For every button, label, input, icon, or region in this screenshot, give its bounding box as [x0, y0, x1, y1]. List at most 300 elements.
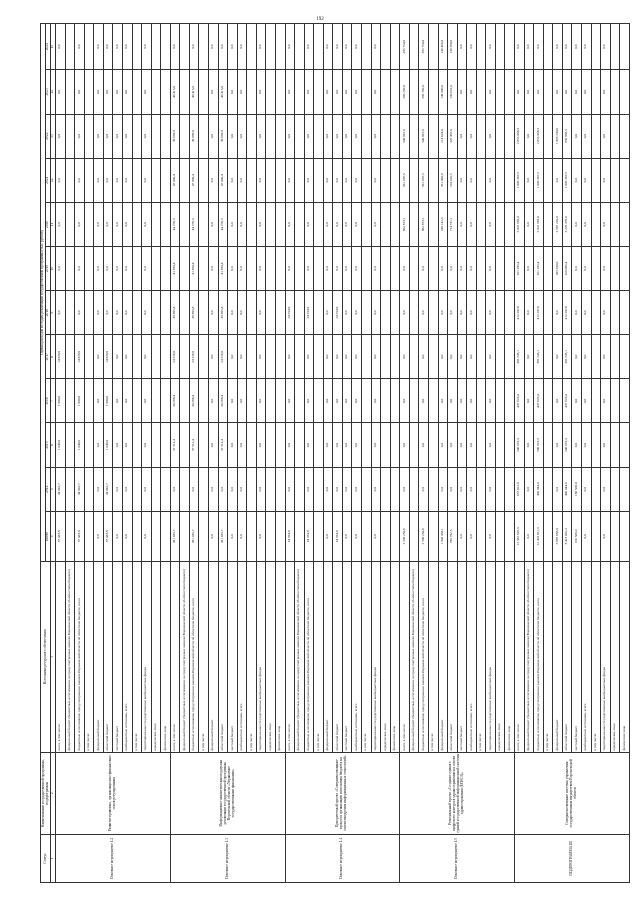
value-cell: 0,0: [56, 114, 66, 158]
value-cell: 0,0: [237, 114, 247, 158]
value-cell: 0,0: [122, 114, 132, 158]
value-cell: [266, 202, 276, 246]
table-row: [515, 24, 525, 883]
value-cell: 412 287,6: [534, 291, 544, 335]
value-cell: [591, 158, 601, 202]
value-cell: 0,0: [56, 158, 66, 202]
value-cell: [476, 379, 486, 423]
value-cell: [362, 24, 372, 70]
value-cell: 0,0: [237, 202, 247, 246]
value-cell: 0,0: [94, 158, 104, 202]
value-cell: 0,0: [304, 423, 314, 467]
budget-table: [40, 23, 630, 883]
value-cell: 1 080,0: [75, 379, 85, 423]
value-cell: 0,0: [304, 70, 314, 114]
value-cell: 0,0: [285, 423, 295, 467]
value-cell: 0,0: [237, 158, 247, 202]
value-cell: 0,0: [113, 511, 123, 561]
value-cell: 47 606,4: [189, 158, 199, 202]
value-cell: 0,0: [371, 467, 381, 511]
value-cell: 0,0: [581, 423, 591, 467]
value-cell: 0,0: [467, 202, 477, 246]
table-row: [170, 24, 180, 883]
value-cell: 0,0: [333, 423, 343, 467]
value-cell: 0,0: [333, 202, 343, 246]
value-cell: [275, 202, 285, 246]
value-cell: [409, 467, 419, 511]
value-cell: 0,0: [228, 70, 238, 114]
value-cell: [505, 246, 515, 290]
header-source: Источники ресурсного обеспечения: [41, 561, 51, 752]
value-cell: 0,0: [56, 291, 66, 335]
value-cell: [84, 467, 94, 511]
source-label: областной бюджет: [218, 561, 228, 752]
value-cell: 0,0: [400, 467, 410, 511]
value-cell: 0,0: [581, 70, 591, 114]
value-cell: [476, 158, 486, 202]
value-cell: [199, 202, 209, 246]
value-cell: 0,0: [323, 24, 333, 70]
value-cell: 166 508,0: [572, 511, 582, 561]
value-cell: [409, 24, 419, 70]
value-cell: [476, 24, 486, 70]
value-cell: 0,0: [419, 423, 429, 467]
value-cell: 0,0: [524, 379, 534, 423]
value-cell: 0,0: [304, 379, 314, 423]
value-cell: [84, 379, 94, 423]
value-cell: [132, 335, 142, 379]
value-cell: 0,0: [572, 423, 582, 467]
value-cell: 0,0: [228, 202, 238, 246]
value-cell: [180, 423, 190, 467]
value-cell: 0,0: [457, 423, 467, 467]
value-cell: 0,0: [601, 335, 611, 379]
value-cell: 0,0: [419, 291, 429, 335]
value-cell: [409, 246, 419, 290]
value-cell: [390, 202, 400, 246]
value-cell: [390, 511, 400, 561]
source-label: областной бюджет: [103, 561, 113, 752]
value-cell: 0,0: [467, 24, 477, 70]
value-cell: 0,0: [467, 511, 477, 561]
value-cell: 0,0: [209, 467, 219, 511]
value-cell: 0,0: [142, 335, 152, 379]
header-year: 2019: [46, 246, 51, 290]
value-cell: 0,0: [601, 379, 611, 423]
value-cell: [199, 379, 209, 423]
value-cell: [390, 24, 400, 70]
value-cell: [591, 24, 601, 70]
value-cell: [505, 291, 515, 335]
source-label: внебюджетные источники, всего: [352, 561, 362, 752]
value-cell: 0,0: [256, 24, 266, 70]
source-label: областной бюджет: [562, 561, 572, 752]
value-cell: [362, 467, 372, 511]
value-cell: [314, 24, 324, 70]
value-cell: [275, 379, 285, 423]
value-cell: 0,0: [323, 511, 333, 561]
value-cell: 0,0: [486, 379, 496, 423]
value-cell: 0,0: [438, 291, 448, 335]
value-cell: 0,0: [342, 379, 352, 423]
value-cell: 0,0: [457, 511, 467, 561]
value-cell: 0,0: [601, 158, 611, 202]
value-cell: [151, 511, 161, 561]
value-cell: 381 245,1: [562, 335, 572, 379]
value-cell: 0,0: [237, 246, 247, 290]
value-cell: 381 205,7: [189, 511, 199, 561]
value-cell: [390, 70, 400, 114]
value-cell: [266, 158, 276, 202]
source-label: физические лица: [505, 561, 515, 752]
value-cell: 0,0: [228, 423, 238, 467]
value-cell: 0,0: [228, 511, 238, 561]
value-cell: [362, 246, 372, 290]
value-cell: 1 640,0: [103, 423, 113, 467]
value-cell: 0,0: [122, 467, 132, 511]
value-cell: [314, 291, 324, 335]
value-cell: [266, 291, 276, 335]
value-cell: [161, 24, 171, 70]
source-label: физические лица: [161, 561, 171, 752]
value-cell: [620, 24, 630, 70]
value-cell: 47 606,4: [218, 158, 228, 202]
value-cell: [495, 423, 505, 467]
value-cell: 0,0: [342, 24, 352, 70]
value-cell: [505, 511, 515, 561]
value-cell: [199, 291, 209, 335]
value-cell: [161, 379, 171, 423]
value-cell: 0,0: [170, 24, 180, 70]
value-cell: 437 623,0: [515, 379, 525, 423]
value-cell: [180, 158, 190, 202]
value-cell: 0,0: [371, 70, 381, 114]
value-cell: 0,0: [371, 335, 381, 379]
value-cell: 2 590 250,6: [419, 511, 429, 561]
value-cell: 1 640,0: [56, 423, 66, 467]
value-cell: 0,0: [218, 467, 228, 511]
value-cell: [314, 467, 324, 511]
value-cell: [381, 246, 391, 290]
value-cell: 0,0: [457, 467, 467, 511]
source-label: федеральный бюджет (бюджетные ассигнования, не предусмотренные законом Воронежской области об областном бюджете): [65, 561, 75, 752]
value-cell: [495, 291, 505, 335]
value-cell: [266, 114, 276, 158]
value-cell: [314, 511, 324, 561]
value-cell: 0,0: [524, 335, 534, 379]
value-cell: 24 729,9: [189, 335, 199, 379]
value-cell: 8 413 001,3: [562, 511, 572, 561]
value-cell: 0,0: [486, 467, 496, 511]
value-cell: [275, 158, 285, 202]
value-cell: 0,0: [122, 158, 132, 202]
value-cell: 0,0: [572, 246, 582, 290]
value-cell: 0,0: [457, 335, 467, 379]
value-cell: [428, 511, 438, 561]
value-cell: 0,0: [581, 511, 591, 561]
value-cell: 0,0: [524, 114, 534, 158]
value-cell: 0,0: [256, 335, 266, 379]
value-cell: 0,0: [209, 114, 219, 158]
value-cell: [620, 202, 630, 246]
value-cell: 1 640,0: [75, 423, 85, 467]
value-cell: 0,0: [467, 423, 477, 467]
value-cell: 0,0: [256, 246, 266, 290]
value-cell: [610, 511, 620, 561]
value-cell: 0,0: [323, 291, 333, 335]
source-label: территориальные государственные внебюджетные фонды: [486, 561, 496, 752]
value-cell: 0,0: [228, 114, 238, 158]
value-cell: 0,0: [94, 291, 104, 335]
value-cell: 0,0: [285, 467, 295, 511]
value-cell: 0,0: [352, 467, 362, 511]
value-cell: 0,0: [534, 70, 544, 114]
value-cell: [247, 114, 257, 158]
value-cell: [266, 24, 276, 70]
value-cell: 0,0: [56, 70, 66, 114]
value-cell: 0,0: [75, 246, 85, 290]
value-cell: 3 225 379,0: [562, 202, 572, 246]
value-cell: [505, 24, 515, 70]
value-cell: [610, 423, 620, 467]
value-cell: 166 508,0: [572, 467, 582, 511]
source-label: юридические лица: [495, 561, 505, 752]
value-cell: 0,0: [113, 24, 123, 70]
value-cell: 0,0: [342, 158, 352, 202]
value-cell: 0,0: [333, 158, 343, 202]
header-col-number: 11: [51, 202, 56, 246]
value-cell: [381, 423, 391, 467]
value-cell: [505, 423, 515, 467]
value-cell: [199, 246, 209, 290]
header-year: 2021: [46, 158, 51, 202]
value-cell: [180, 291, 190, 335]
value-cell: [84, 114, 94, 158]
value-cell: [495, 114, 505, 158]
value-cell: [381, 70, 391, 114]
value-cell: [65, 70, 75, 114]
value-cell: 0,0: [122, 423, 132, 467]
value-cell: [620, 158, 630, 202]
value-cell: 0,0: [113, 202, 123, 246]
value-cell: [362, 379, 372, 423]
value-cell: 0,0: [323, 423, 333, 467]
value-cell: [610, 114, 620, 158]
header-name: Наименование государственной программы, подпрограммы: [41, 752, 51, 834]
value-cell: 0,0: [285, 158, 295, 202]
value-cell: 0,0: [342, 335, 352, 379]
value-cell: 0,0: [581, 379, 591, 423]
value-cell: 285 754,0: [419, 24, 429, 70]
value-cell: [275, 114, 285, 158]
value-cell: 0,0: [333, 379, 343, 423]
value-cell: 0,0: [457, 379, 467, 423]
value-cell: 412 287,6: [515, 291, 525, 335]
value-cell: 0,0: [304, 335, 314, 379]
header-year: 2020: [46, 202, 51, 246]
value-cell: 0,0: [467, 291, 477, 335]
source-label: территориальные государственные внебюджетные фонды: [256, 561, 266, 752]
value-cell: 285 702,0: [419, 70, 429, 114]
value-cell: [620, 511, 630, 561]
value-cell: [409, 379, 419, 423]
value-cell: [314, 158, 324, 202]
value-cell: [610, 291, 620, 335]
source-label: юридические лица: [266, 561, 276, 752]
value-cell: 0,0: [601, 291, 611, 335]
rotated-page: [40, 23, 630, 883]
value-cell: 0,0: [419, 246, 429, 290]
value-cell: 0,0: [371, 423, 381, 467]
value-cell: [428, 379, 438, 423]
source-label: федеральный бюджет: [438, 561, 448, 752]
value-cell: 0,0: [113, 335, 123, 379]
value-cell: [314, 335, 324, 379]
value-cell: [199, 158, 209, 202]
value-cell: 412 287,6: [562, 291, 572, 335]
value-cell: 0,0: [572, 291, 582, 335]
value-cell: 44 276,3: [218, 202, 228, 246]
header-col-number: 8: [51, 335, 56, 379]
value-cell: 0,0: [75, 114, 85, 158]
value-cell: 0,0: [601, 114, 611, 158]
value-cell: 0,0: [562, 70, 572, 114]
value-cell: 285 702,0: [400, 70, 410, 114]
value-cell: 0,0: [113, 114, 123, 158]
value-cell: 0,0: [333, 24, 343, 70]
value-cell: 0,0: [467, 70, 477, 114]
value-cell: [275, 24, 285, 70]
value-cell: 0,0: [553, 335, 563, 379]
value-cell: 0,0: [371, 158, 381, 202]
value-cell: 921 285,4: [515, 246, 525, 290]
source-label: в том числе:: [247, 561, 257, 752]
value-cell: [620, 379, 630, 423]
value-cell: 0,0: [419, 379, 429, 423]
header-year: 2022: [46, 114, 51, 158]
value-cell: 0,0: [228, 24, 238, 70]
value-cell: 0,0: [572, 24, 582, 70]
value-cell: [247, 511, 257, 561]
value-cell: 657 012,0: [515, 467, 525, 511]
value-cell: 0,0: [601, 246, 611, 290]
value-cell: 325 467,0: [448, 114, 458, 158]
value-cell: [381, 114, 391, 158]
value-cell: [84, 291, 94, 335]
value-cell: [247, 202, 257, 246]
value-cell: 0,0: [524, 511, 534, 561]
value-cell: [266, 511, 276, 561]
value-cell: 0,0: [285, 379, 295, 423]
value-cell: [428, 158, 438, 202]
value-cell: [161, 511, 171, 561]
value-cell: 0,0: [515, 70, 525, 114]
header-year: 2017: [46, 335, 51, 379]
value-cell: [620, 335, 630, 379]
value-cell: [199, 114, 209, 158]
value-cell: 57 033,8: [75, 511, 85, 561]
value-cell: 0,0: [304, 158, 314, 202]
value-cell: [381, 511, 391, 561]
value-cell: 24 729,9: [218, 335, 228, 379]
value-cell: 0,0: [371, 379, 381, 423]
value-cell: 0,0: [601, 467, 611, 511]
value-cell: [161, 114, 171, 158]
value-cell: 0,0: [256, 467, 266, 511]
value-cell: [476, 335, 486, 379]
value-cell: [295, 114, 305, 158]
value-cell: [505, 379, 515, 423]
source-label: территориальные государственные внебюджетные фонды: [371, 561, 381, 752]
value-cell: 0,0: [75, 24, 85, 70]
header-total: Всего: [46, 511, 51, 561]
header-col-number: 12: [51, 158, 56, 202]
value-cell: [591, 335, 601, 379]
value-cell: [495, 24, 505, 70]
value-cell: [132, 158, 142, 202]
value-cell: 0,0: [400, 335, 410, 379]
value-cell: 0,0: [94, 379, 104, 423]
value-cell: [428, 246, 438, 290]
header-col-number: 5: [51, 467, 56, 511]
value-cell: [132, 467, 142, 511]
value-cell: 0,0: [237, 379, 247, 423]
value-cell: 540 091,0: [419, 114, 429, 158]
value-cell: 959 868,3: [562, 114, 572, 158]
value-cell: 0,0: [419, 335, 429, 379]
value-cell: 24 729,9: [170, 335, 180, 379]
source-label: местный бюджет: [457, 561, 467, 752]
value-cell: 0,0: [581, 24, 591, 70]
value-cell: [409, 114, 419, 158]
value-cell: 5 822 599,0: [534, 202, 544, 246]
value-cell: 0,0: [400, 246, 410, 290]
value-cell: [591, 246, 601, 290]
value-cell: 0,0: [209, 423, 219, 467]
value-cell: [65, 423, 75, 467]
value-cell: 0,0: [333, 335, 343, 379]
value-cell: 0,0: [448, 423, 458, 467]
value-cell: 0,0: [333, 246, 343, 290]
source-label: внебюджетные источники, всего: [122, 561, 132, 752]
value-cell: 0,0: [524, 291, 534, 335]
value-cell: [591, 70, 601, 114]
value-cell: 0,0: [304, 114, 314, 158]
page-number: 192: [316, 17, 324, 22]
value-cell: [266, 246, 276, 290]
value-cell: [495, 379, 505, 423]
header-col-number: 4: [51, 511, 56, 561]
value-cell: [543, 70, 553, 114]
value-cell: 0,0: [524, 202, 534, 246]
value-cell: 24 554,9: [333, 291, 343, 335]
value-cell: [151, 114, 161, 158]
value-cell: 0,0: [228, 158, 238, 202]
value-cell: 0,0: [581, 158, 591, 202]
value-cell: 0,0: [448, 467, 458, 511]
value-cell: [295, 291, 305, 335]
value-cell: [314, 379, 324, 423]
table-row: [56, 24, 66, 883]
value-cell: 0,0: [142, 24, 152, 70]
value-cell: [266, 467, 276, 511]
value-cell: 1 080,0: [103, 379, 113, 423]
value-cell: [495, 467, 505, 511]
value-cell: [390, 379, 400, 423]
value-cell: [428, 202, 438, 246]
value-cell: [495, 246, 505, 290]
value-cell: 1 003 367,5: [534, 158, 544, 202]
